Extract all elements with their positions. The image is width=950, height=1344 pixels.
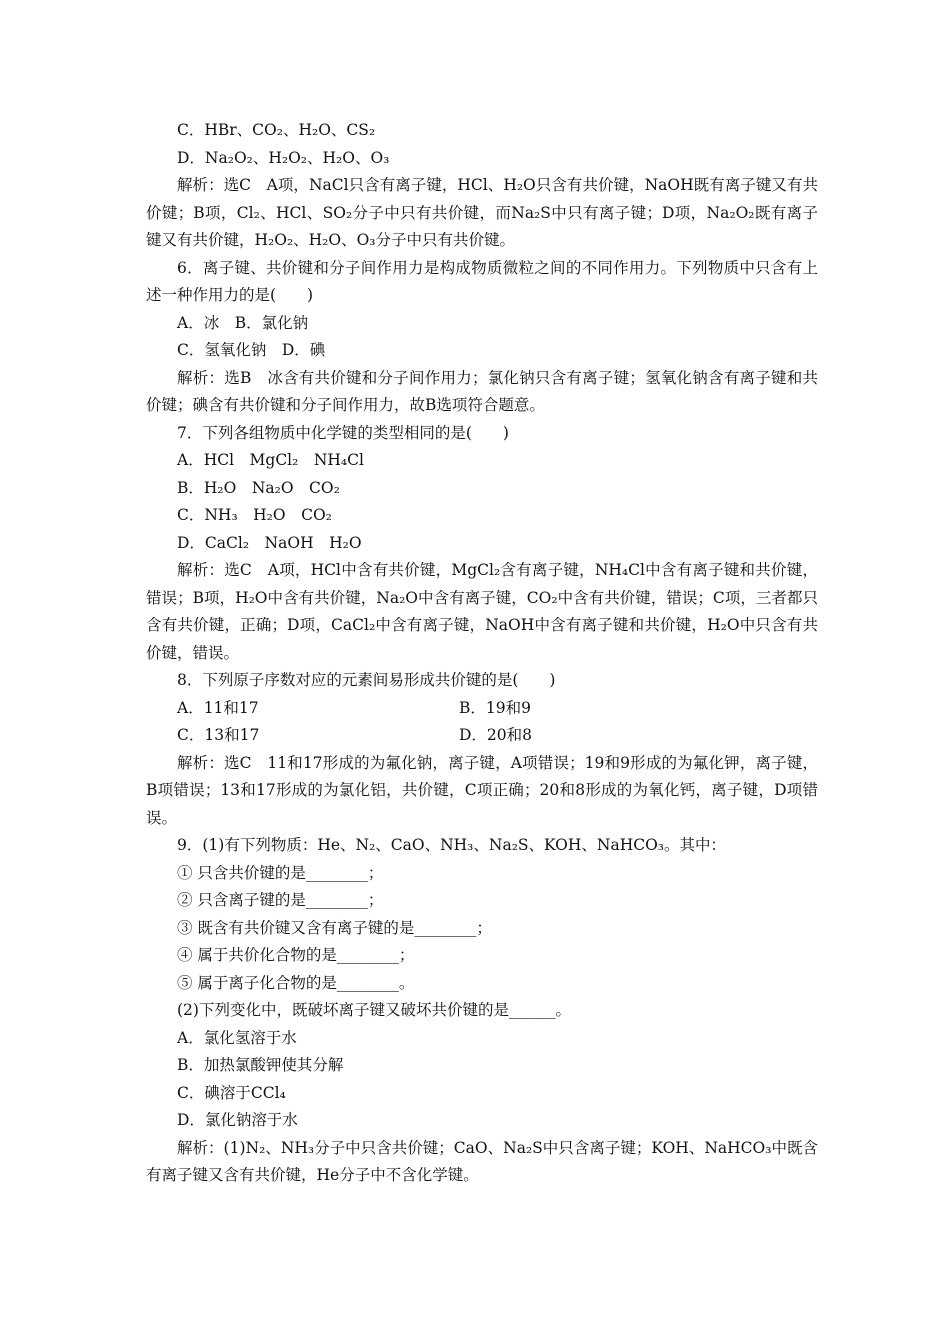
q9-sub-1: ① 只含共价键的是________； [177,863,384,882]
q6-analysis: 解析：选B 冰含有共价键和分子间作用力；氯化钠只含有离子键；氢氧化钠含有离子键和共价键；碘含有共价键和分子间作用力，故B选项符合题意。 [146,368,818,414]
q7-option-b: B．H₂O Na₂O CO₂ [177,478,340,497]
q5-option-d: D．Na₂O₂、H₂O₂、H₂O、O₃ [177,148,390,167]
q9-option-d: D．氯化钠溶于水 [177,1111,298,1129]
q8-stem: 8．下列原子序数对应的元素间易形成共价键的是( ) [177,671,556,689]
q7-option-c: C．NH₃ H₂O CO₂ [177,506,332,524]
q7-option-d: D．CaCl₂ NaOH H₂O [177,533,362,552]
q8-option-c: C．13和17 [177,726,260,744]
q8-option-a: A．11和17 [177,698,259,717]
q8-option-b: B．19和9 [459,698,531,717]
q5-analysis: 解析：选C A项，NaCl只含有离子键，HCl、H₂O只含有共价键，NaOH既有离子键又有共价键；B项，Cl₂、HCl、SO₂分子中只有共价键，而Na₂S中只有离子键；D项，Na₂O₂既有离子键又有共价键，H₂O₂、H₂O、O₃分子中只有共价键。 [146,176,818,249]
q7-analysis: 解析：选C A项，HCl中含有共价键，MgCl₂含有离子键，NH₄Cl中含有离子键和共价键，错误；B项，H₂O中含有共价键，Na₂O中含有离子键，CO₂中含有共价键，错误；C项，三者都只含有共价键，正确；D项，CaCl₂中含有离子键，NaOH中含有离子键和共价键，H₂O中只含有共价键，错误。 [146,561,818,662]
document-page [146,117,818,1190]
q8-analysis: 解析：选C 11和17形成的为氟化钠，离子键，A项错误；19和9形成的为氟化钾，离子键，B项错误；13和17形成的为氯化铝，共价键，C项正确；20和8形成的为氧化钙，离子键，D项错误。 [146,753,818,827]
q8-option-d: D．20和8 [459,726,533,744]
q7-option-a: A．HCl MgCl₂ NH₄Cl [177,451,364,469]
q9-sub-4: ④ 属于共价化合物的是________； [177,946,415,964]
q9-sub-2: ② 只含离子键的是________； [177,891,384,909]
q6-options-ab: A．冰 B．氯化钠 [177,313,309,332]
q9-stem: 9．(1)有下列物质：He、N₂、CaO、NH₃、Na₂S、KOH、NaHCO₃。其中： [177,836,727,854]
q9-sub-5: ⑤ 属于离子化合物的是________。 [177,973,415,992]
q7-stem: 7．下列各组物质中化学键的类型相同的是( ) [177,423,509,442]
q6-options-cd: C．氢氧化钠 D．碘 [177,341,326,359]
q9-analysis: 解析：(1)N₂、NH₃分子中只含共价键；CaO、Na₂S中只含离子键；KOH、NaHCO₃中既含有离子键又含有共价键，He分子中不含化学键。 [146,1138,818,1184]
q8-options-row-1 [146,695,818,723]
q9-option-c: C．碘溶于CCl₄ [177,1083,286,1102]
q9-part-2: (2)下列变化中，既破坏离子键又破坏共价键的是______。 [177,1001,571,1019]
q6-stem: 6．离子键、共价键和分子间作用力是构成物质微粒之间的不同作用力。下列物质中只含有上述一种作用力的是( ) [146,258,818,304]
q9-sub-3: ③ 既含有共价键又含有离子键的是________； [177,918,492,937]
q9-option-b: B．加热氯酸钾使其分解 [177,1056,344,1074]
q5-option-c: C．HBr、CO₂、H₂O、CS₂ [177,121,376,139]
q9-option-a: A．氯化氢溶于水 [177,1028,297,1047]
q8-options-row-2 [146,722,818,750]
